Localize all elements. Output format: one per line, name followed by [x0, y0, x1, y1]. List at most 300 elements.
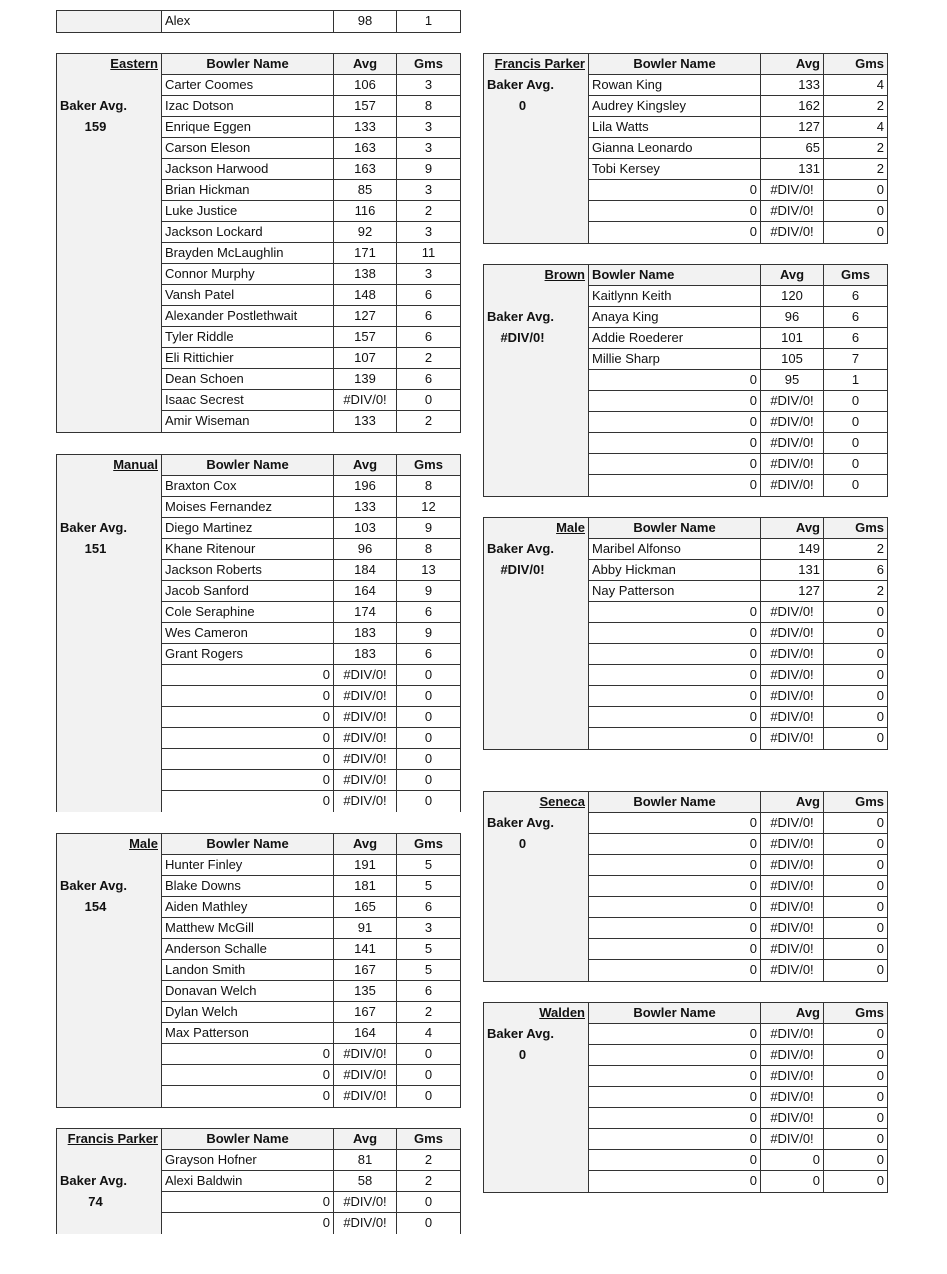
table-row	[57, 327, 460, 348]
bowler-avg: #DIV/0!	[334, 1192, 397, 1213]
team-label-cell	[484, 349, 589, 370]
bowler-games: 0	[824, 1066, 887, 1087]
table-row	[484, 349, 887, 370]
baker-avg-value: #DIV/0!	[484, 328, 589, 349]
table-row	[484, 918, 887, 939]
table-row	[57, 180, 460, 201]
bowler-games: 2	[397, 348, 460, 369]
bowler-name: 0	[589, 813, 761, 834]
table-row	[484, 454, 887, 475]
bowler-games: 0	[824, 918, 887, 939]
table-row	[57, 539, 460, 560]
team-name: Male	[556, 520, 585, 535]
table-row	[57, 1044, 460, 1065]
bowler-name: Blake Downs	[162, 876, 334, 897]
bowler-games: 7	[824, 349, 887, 370]
bowler-games: 0	[397, 728, 460, 749]
bowler-avg: 98	[334, 11, 397, 32]
table-row	[484, 602, 887, 623]
bowler-games: 0	[824, 1150, 887, 1171]
bowler-games: 0	[397, 1192, 460, 1213]
table-row	[484, 623, 887, 644]
bowler-games: 3	[397, 117, 460, 138]
table-row	[484, 665, 887, 686]
bowler-name: 0	[589, 1087, 761, 1108]
table-row	[484, 960, 887, 981]
bowler-name: 0	[162, 686, 334, 707]
team-name-header	[484, 54, 589, 75]
bowler-avg: 157	[334, 327, 397, 348]
baker-avg-label: Baker Avg.	[484, 813, 589, 834]
bowler-avg: 184	[334, 560, 397, 581]
table-row	[57, 476, 460, 497]
column-header-avg: Avg	[761, 792, 824, 813]
bowler-games: 12	[397, 497, 460, 518]
team-name-header	[484, 518, 589, 539]
team-label-cell	[484, 728, 589, 749]
bowler-games: 0	[397, 390, 460, 411]
table-row	[57, 411, 460, 432]
bowler-name: Gianna Leonardo	[589, 138, 761, 159]
bowler-games: 0	[824, 433, 887, 454]
bowler-avg: #DIV/0!	[334, 686, 397, 707]
bowler-avg: #DIV/0!	[761, 1129, 824, 1150]
team-name: Manual	[113, 457, 158, 472]
bowler-avg: 58	[334, 1171, 397, 1192]
bowler-avg: 133	[334, 117, 397, 138]
team-label-cell	[484, 897, 589, 918]
bowler-games: 3	[397, 138, 460, 159]
table-header-row	[484, 518, 887, 539]
bowler-avg: #DIV/0!	[761, 623, 824, 644]
bowler-games: 11	[397, 243, 460, 264]
bowler-avg: #DIV/0!	[761, 201, 824, 222]
bowler-name: Moises Fernandez	[162, 497, 334, 518]
bowler-games: 5	[397, 855, 460, 876]
baker-avg-label: Baker Avg.	[484, 539, 589, 560]
team-label-cell	[57, 497, 162, 518]
bowler-name: Brian Hickman	[162, 180, 334, 201]
table-row	[484, 644, 887, 665]
column-header-avg: Avg	[761, 54, 824, 75]
team-label-cell	[484, 138, 589, 159]
bowler-games: 4	[824, 117, 887, 138]
bowler-name: Millie Sharp	[589, 349, 761, 370]
table-row	[57, 11, 460, 32]
team-label-cell	[484, 180, 589, 201]
bowler-avg: 167	[334, 960, 397, 981]
bowler-avg: 92	[334, 222, 397, 243]
bowler-avg: 181	[334, 876, 397, 897]
table-row	[57, 243, 460, 264]
bowler-name: Donavan Welch	[162, 981, 334, 1002]
team-label-cell	[484, 1108, 589, 1129]
team-label-cell	[484, 222, 589, 243]
bowler-games: 0	[824, 1129, 887, 1150]
team-label-cell	[57, 1086, 162, 1107]
bowler-games: 0	[824, 1108, 887, 1129]
bowler-avg: 127	[761, 581, 824, 602]
bowler-name: Jackson Roberts	[162, 560, 334, 581]
team-label-cell	[484, 433, 589, 454]
bowler-games: 0	[876, 224, 884, 239]
bowler-avg: 131	[761, 159, 824, 180]
bowler-games: 6	[824, 328, 887, 349]
table-row	[57, 1002, 460, 1023]
bowler-games: 9	[397, 159, 460, 180]
bowler-name: 0	[589, 623, 761, 644]
bowler-avg: #DIV/0!	[761, 644, 824, 665]
table-row	[484, 728, 887, 749]
team-name: Eastern	[110, 56, 158, 71]
column-header-avg: Avg	[334, 1129, 397, 1150]
table-row	[484, 1024, 887, 1045]
table-row	[484, 96, 887, 117]
team-name: Male	[129, 836, 158, 851]
bowler-games: 8	[397, 539, 460, 560]
bowler-name: 0	[589, 644, 761, 665]
bowler-games: 8	[397, 476, 460, 497]
table-row	[57, 581, 460, 602]
team-table-male-right	[483, 517, 888, 750]
bowler-avg: 139	[334, 369, 397, 390]
bowler-avg: 91	[334, 918, 397, 939]
bowler-avg: #DIV/0!	[334, 707, 397, 728]
baker-avg-value: 154	[57, 897, 162, 918]
bowler-games: 2	[824, 138, 887, 159]
bowler-name: Braxton Cox	[162, 476, 334, 497]
bowler-avg: 105	[761, 349, 824, 370]
baker-avg-value: 159	[57, 117, 162, 138]
team-label-cell	[57, 728, 162, 749]
bowler-avg: 174	[334, 602, 397, 623]
table-row	[484, 307, 887, 328]
table-row	[484, 75, 887, 96]
table-row	[57, 1213, 460, 1234]
bowler-name: Dean Schoen	[162, 369, 334, 390]
team-label-cell	[484, 454, 589, 475]
bowler-games: 9	[397, 518, 460, 539]
team-label-cell	[484, 370, 589, 391]
team-name-header	[484, 792, 589, 813]
bowler-name: 0	[589, 201, 761, 222]
bowler-avg: 183	[334, 623, 397, 644]
team-label-cell	[484, 581, 589, 602]
team-label-cell	[57, 1065, 162, 1086]
team-label-cell	[57, 243, 162, 264]
team-label-cell	[57, 306, 162, 327]
bowler-games: 0	[824, 644, 887, 665]
bowler-avg: #DIV/0!	[334, 1044, 397, 1065]
table-row	[57, 1086, 460, 1107]
bowler-games: 3	[397, 264, 460, 285]
team-label-cell	[57, 1044, 162, 1065]
table-row	[57, 1065, 460, 1086]
column-header-avg: Avg	[761, 518, 824, 539]
bowler-name: Tobi Kersey	[589, 159, 761, 180]
table-row	[484, 1087, 887, 1108]
bowler-name: Kaitlynn Keith	[589, 286, 761, 307]
bowler-avg: #DIV/0!	[761, 960, 824, 981]
bowler-avg: 135	[334, 981, 397, 1002]
bowler-games: 6	[824, 286, 887, 307]
table-row	[57, 1171, 460, 1192]
bowler-games: 5	[397, 876, 460, 897]
table-row	[57, 75, 460, 96]
team-label-cell	[484, 1066, 589, 1087]
baker-avg-label: Baker Avg.	[57, 876, 162, 897]
table-row	[57, 306, 460, 327]
baker-avg-value: 0	[484, 96, 589, 117]
team-label-cell	[484, 876, 589, 897]
bowler-games: 2	[824, 539, 887, 560]
team-label-cell	[57, 581, 162, 602]
table-row	[484, 897, 887, 918]
table-row	[57, 560, 460, 581]
bowler-games: 0	[397, 1065, 460, 1086]
baker-avg-label: Baker Avg.	[57, 96, 162, 117]
column-header-gms: Gms	[397, 54, 460, 75]
bowler-name: 0	[162, 1213, 334, 1234]
team-label-cell	[57, 1213, 162, 1234]
column-header-bowler-name: Bowler Name	[589, 54, 761, 75]
bowler-avg: #DIV/0!	[334, 749, 397, 770]
table-row	[57, 264, 460, 285]
table-row	[484, 539, 887, 560]
table-row	[484, 286, 887, 307]
table-row	[484, 1108, 887, 1129]
bowler-games: 3	[397, 180, 460, 201]
team-name-header	[57, 54, 162, 75]
bowler-games: 2	[397, 1150, 460, 1171]
bowler-avg: #DIV/0!	[761, 686, 824, 707]
bowler-games: 6	[397, 897, 460, 918]
table-header-row	[57, 54, 460, 75]
team-name: Francis Parker	[67, 1131, 158, 1146]
column-header-gms: Gms	[824, 1003, 887, 1024]
team-label-cell	[484, 201, 589, 222]
bowler-name: Khane Ritenour	[162, 539, 334, 560]
bowler-games: 0	[397, 665, 460, 686]
bowler-games: 6	[824, 560, 887, 581]
bowler-avg: 133	[334, 497, 397, 518]
bowler-games: 0	[876, 1173, 884, 1188]
bowler-avg: 131	[761, 560, 824, 581]
table-row	[57, 665, 460, 686]
team-table-seneca	[483, 791, 888, 982]
bowler-name: Tyler Riddle	[162, 327, 334, 348]
bowler-avg: 162	[761, 96, 824, 117]
bowler-avg: 127	[334, 306, 397, 327]
column-header-bowler-name: Bowler Name	[162, 834, 334, 855]
bowler-avg: #DIV/0!	[761, 1024, 824, 1045]
table-row	[484, 1066, 887, 1087]
team-label-cell	[57, 476, 162, 497]
team-label-cell	[57, 369, 162, 390]
table-row	[484, 560, 887, 581]
baker-avg-label: Baker Avg.	[484, 1024, 589, 1045]
bowler-name: 0	[589, 180, 761, 201]
bowler-games: 6	[397, 327, 460, 348]
bowler-avg: 0	[761, 1150, 824, 1171]
bowler-name: 0	[589, 707, 761, 728]
bowler-avg: #DIV/0!	[334, 390, 397, 411]
bowler-avg: 164	[334, 581, 397, 602]
bowler-name: Isaac Secrest	[162, 390, 334, 411]
team-label-cell	[484, 855, 589, 876]
table-row	[484, 1150, 887, 1171]
column-header-gms: Gms	[397, 455, 460, 476]
table-row	[57, 602, 460, 623]
team-label-cell	[484, 1087, 589, 1108]
bowler-name: 0	[589, 1066, 761, 1087]
bowler-avg: #DIV/0!	[334, 665, 397, 686]
team-table-eastern	[56, 53, 461, 433]
team-label-cell	[484, 707, 589, 728]
bowler-games: 0	[824, 1045, 887, 1066]
bowler-name: 0	[589, 665, 761, 686]
table-row	[484, 180, 887, 201]
team-label-cell	[57, 749, 162, 770]
team-label-cell	[57, 180, 162, 201]
baker-avg-label: Baker Avg.	[484, 75, 589, 96]
table-row	[484, 138, 887, 159]
table-row	[484, 855, 887, 876]
bowler-avg: 107	[334, 348, 397, 369]
bowler-name: Cole Seraphine	[162, 602, 334, 623]
bowler-avg: #DIV/0!	[761, 602, 824, 623]
bowler-games: 2	[397, 1171, 460, 1192]
bowler-avg: #DIV/0!	[761, 707, 824, 728]
bowler-avg: 163	[334, 138, 397, 159]
bowler-name: 0	[162, 1065, 334, 1086]
team-label-cell	[484, 159, 589, 180]
team-label-cell	[484, 475, 589, 496]
team-label-cell	[57, 602, 162, 623]
bowler-games: 0	[397, 749, 460, 770]
bowler-avg: 141	[334, 939, 397, 960]
column-header-bowler-name: Bowler Name	[589, 518, 761, 539]
bowler-avg: #DIV/0!	[761, 665, 824, 686]
bowler-name: 0	[162, 770, 334, 791]
bowler-games: 3	[397, 222, 460, 243]
bowler-games: 0	[824, 623, 887, 644]
bowler-games: 0	[824, 1024, 887, 1045]
bowler-games: 3	[397, 75, 460, 96]
team-name-header	[484, 265, 589, 286]
team-label-cell	[57, 285, 162, 306]
bowler-avg: #DIV/0!	[761, 855, 824, 876]
bowler-avg: 157	[334, 96, 397, 117]
bowler-games: 5	[397, 960, 460, 981]
team-label-cell	[57, 770, 162, 791]
table-row	[57, 791, 460, 812]
bowler-name: 0	[162, 707, 334, 728]
bowler-avg: 106	[334, 75, 397, 96]
column-header-gms: Gms	[397, 834, 460, 855]
team-label-cell	[484, 1150, 589, 1171]
baker-avg-label: Baker Avg.	[57, 518, 162, 539]
bowler-games: 5	[397, 939, 460, 960]
table-row	[57, 855, 460, 876]
table-row	[57, 686, 460, 707]
table-row	[57, 497, 460, 518]
table-row	[57, 138, 460, 159]
bowler-name: 0	[589, 1129, 761, 1150]
team-label-cell	[484, 1129, 589, 1150]
bowler-avg: #DIV/0!	[334, 1065, 397, 1086]
column-header-bowler-name: Bowler Name	[162, 1129, 334, 1150]
bowler-avg: #DIV/0!	[761, 454, 824, 475]
bowler-games: 0	[824, 665, 887, 686]
baker-avg-value: #DIV/0!	[484, 560, 589, 581]
column-header-bowler-name: Bowler Name	[162, 54, 334, 75]
team-label-cell	[484, 960, 589, 981]
bowler-avg: #DIV/0!	[761, 728, 824, 749]
bowler-name: 0	[589, 1150, 761, 1171]
bowler-games: 0	[424, 1215, 433, 1230]
baker-avg-value: 151	[57, 539, 162, 560]
bowler-games: 2	[424, 413, 433, 428]
table-header-row	[57, 1129, 460, 1150]
baker-avg-value: 74	[57, 1192, 162, 1213]
bowler-name: 0	[589, 475, 761, 496]
bowler-games: 0	[824, 834, 887, 855]
bowler-avg: #DIV/0!	[334, 1213, 397, 1234]
table-row	[484, 1045, 887, 1066]
bowler-avg: 133	[761, 75, 824, 96]
bowler-name: 0	[589, 222, 761, 243]
team-label-cell	[57, 665, 162, 686]
team-label-cell	[57, 960, 162, 981]
team-label-cell	[57, 623, 162, 644]
bowler-avg: 0	[761, 1171, 824, 1192]
bowler-name: Izac Dotson	[162, 96, 334, 117]
team-name: Brown	[544, 267, 585, 282]
team-table-brown	[483, 264, 888, 497]
bowler-games: 0	[397, 707, 460, 728]
bowler-avg: #DIV/0!	[761, 834, 824, 855]
table-row	[57, 960, 460, 981]
bowler-name: 0	[589, 876, 761, 897]
bowler-name: 0	[162, 1192, 334, 1213]
bowler-games: 1	[824, 370, 887, 391]
team-name: Francis Parker	[494, 56, 585, 71]
bowler-games: 4	[397, 1023, 460, 1044]
table-row	[57, 1192, 460, 1213]
table-row	[484, 391, 887, 412]
bowler-avg: 81	[334, 1150, 397, 1171]
column-header-avg: Avg	[334, 54, 397, 75]
team-label-cell	[57, 1002, 162, 1023]
bowler-name: 0	[589, 960, 761, 981]
team-label-cell	[57, 75, 162, 96]
bowler-avg: #DIV/0!	[761, 222, 824, 243]
bowler-games: 0	[824, 1087, 887, 1108]
bowler-name: 0	[162, 728, 334, 749]
bowler-avg: 149	[761, 539, 824, 560]
baker-avg-value: 0	[484, 834, 589, 855]
bowler-games: 0	[824, 686, 887, 707]
bowler-name: Carter Coomes	[162, 75, 334, 96]
team-name: Walden	[539, 1005, 585, 1020]
table-row	[57, 159, 460, 180]
bowler-name: 0	[162, 665, 334, 686]
bowler-avg: #DIV/0!	[761, 876, 824, 897]
column-header-bowler-name: Bowler Name	[589, 1003, 761, 1024]
team-label-cell	[484, 1171, 589, 1192]
table-row	[57, 918, 460, 939]
